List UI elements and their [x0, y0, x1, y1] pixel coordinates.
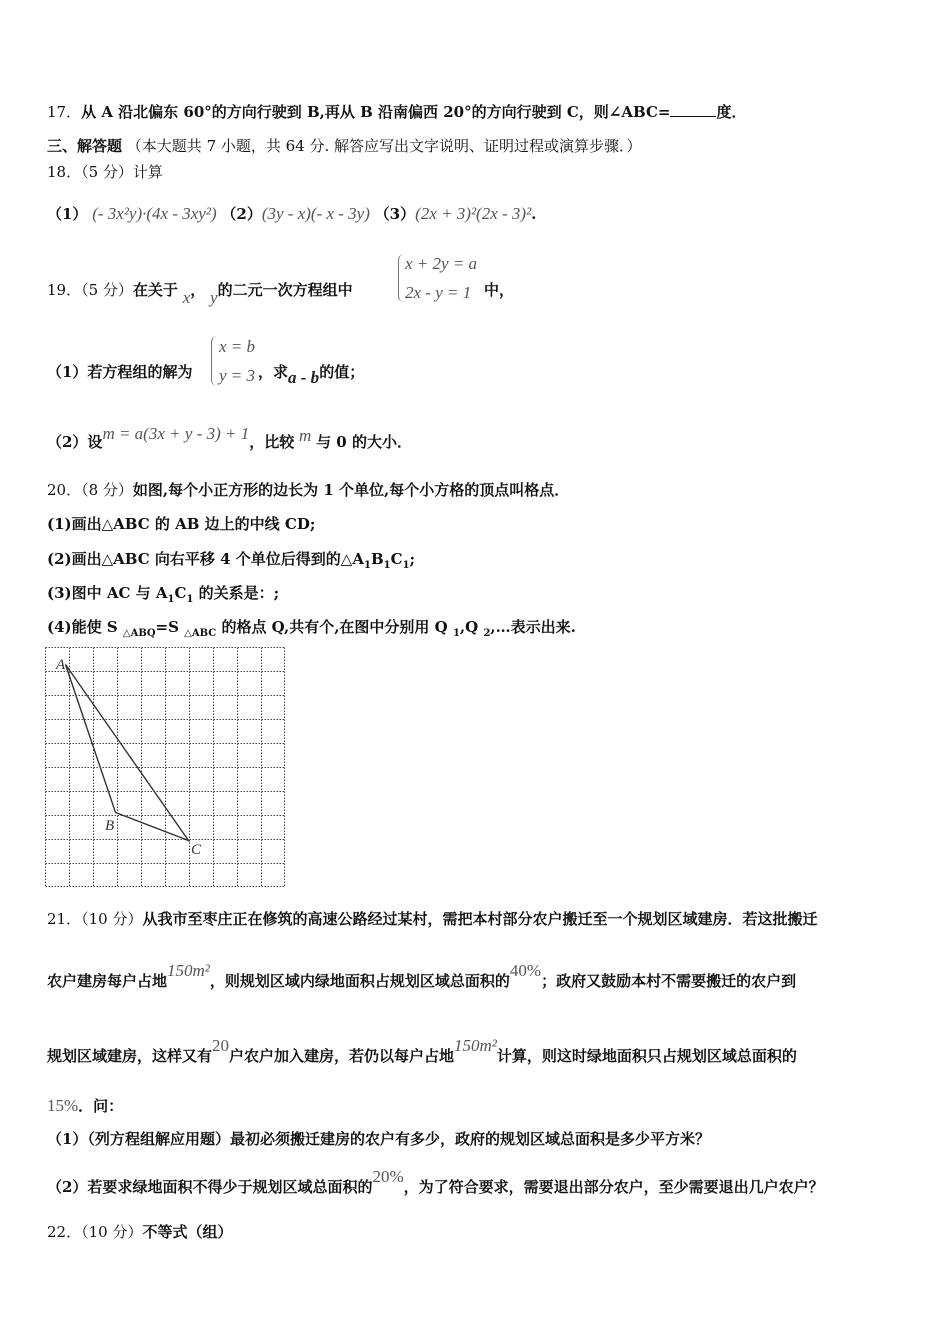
- question-18-parts: [47, 204, 536, 224]
- q18-part2-expr: (3y - x)(- x - 3y): [261, 204, 370, 223]
- q21-line1: 从我市至枣庄正在修筑的高速公路经过某村，需把本村部分农户搬迁至一个规划区域建房．若这批搬迁: [142, 910, 818, 928]
- q19-sep: ，: [190, 281, 206, 299]
- q18-number: 18．: [47, 163, 82, 181]
- q21-part1: （1）（列方程组解应用题）最初必须搬迁建房的农户有多少，政府的规划区域总面积是多少平方米？: [47, 1130, 710, 1148]
- q20-sub4-sub1: △ABQ: [122, 628, 156, 639]
- q19-eq1: x + 2y = a: [405, 254, 478, 273]
- q20-sub2-text-b: B: [370, 550, 384, 568]
- q19-solution-brace: [211, 336, 218, 386]
- q19-var-y: y: [210, 288, 218, 307]
- q20-sub2-sub2: 1: [383, 560, 391, 571]
- section-3-note: （本大题共 7 小题，共 64 分. 解答应写出文字说明、证明过程或演算步骤．）: [126, 137, 642, 155]
- q20-sub3-text-a: (3)图中 AC 与 A: [47, 584, 168, 602]
- q21-line3-a: 规划区域建房，这样又有: [47, 1047, 213, 1065]
- question-17: [47, 102, 746, 122]
- q19-stem-b: 的二元一次方程组中: [217, 281, 353, 299]
- q20-sub2-sub1: 1: [363, 560, 371, 571]
- q22-number: 22．: [47, 1223, 82, 1241]
- grid-lines: [46, 648, 285, 887]
- q18-stem: 计算: [132, 163, 163, 181]
- q21-pct20: 20%: [372, 1167, 404, 1186]
- q18-part1-expr: (- 3x²y)·(4x - 3xy²): [92, 204, 217, 223]
- q19-stem-a: 在关于: [132, 281, 178, 299]
- q21-line2-b: ，则规划区域内绿地面积占规划区域总面积的: [209, 972, 510, 990]
- q20-sub4-text-a: (4)能使 S: [47, 618, 123, 636]
- q19-score: （5 分）: [81, 281, 133, 299]
- q19-part2: [47, 424, 412, 452]
- grid-svg: [45, 647, 285, 887]
- question-20-stem: [47, 480, 569, 500]
- question-21-line4: [47, 1096, 123, 1116]
- q19-part1-label: （1）若方程组的解为: [47, 363, 193, 381]
- q21-part2-b: ，为了符合要求，需要退出部分农户，至少需要退出几户农户？: [403, 1178, 824, 1196]
- q20-sub4-sub4: 2: [483, 628, 491, 639]
- q17-answer-blank: [670, 102, 716, 117]
- q19-part1-mid: ，求: [258, 363, 289, 381]
- q19-part2-mid: ，比较: [249, 433, 295, 451]
- q20-sub3-text-c: 的关系是：;: [193, 584, 280, 602]
- q17-text-end: 度．: [716, 103, 747, 121]
- q19-stem-end: 中，: [484, 281, 515, 299]
- q21-pct15: 15%: [47, 1096, 79, 1115]
- q18-part1-label: （1）: [47, 205, 88, 223]
- q20-number: 20．: [47, 481, 82, 499]
- q19-system-brace: [398, 254, 405, 302]
- q17-text: 从 A 沿北偏东 60°的方向行驶到 B,再从 B 沿南偏西 20°的方向行驶到 C，则∠ABC=: [81, 103, 671, 121]
- q21-score: （10 分）: [81, 910, 143, 928]
- q20-sub4-text-c: 的格点 Q,共有个,在图中分别用 Q: [216, 618, 453, 636]
- triangle-abc: [66, 665, 189, 841]
- q19-part2-end: 与 0 的大小．: [316, 433, 412, 451]
- q20-sub4-text-b: =S: [155, 618, 185, 636]
- q21-area2: 150m²: [454, 1036, 497, 1055]
- q20-sub3-text-b: C: [174, 584, 187, 602]
- q19-part1-expr: a - b: [288, 368, 320, 387]
- q20-sub2-sub3: 1: [402, 560, 410, 571]
- q18-part3-label: （3）: [374, 205, 416, 223]
- q19-var-x: x: [182, 288, 191, 307]
- section-3-header: [47, 136, 642, 156]
- q18-part2-label: （2）: [221, 205, 262, 223]
- q20-sub1: (1)画出△ABC 的 AB 边上的中线 CD;: [47, 515, 316, 533]
- q21-number: 21．: [47, 910, 82, 928]
- q20-sub3: [47, 583, 279, 610]
- q20-sub2: [47, 549, 415, 576]
- q20-sub4: [47, 617, 576, 644]
- vertex-label-a: A: [56, 657, 66, 673]
- q18-score: （5 分）: [81, 163, 133, 181]
- q18-end: .: [531, 205, 537, 223]
- q21-part2-a: （2）若要求绿地面积不得少于规划区域总面积的: [47, 1178, 373, 1196]
- q18-part3-expr: (2x + 3)²(2x - 3)²: [415, 204, 532, 223]
- q20-score: （8 分）: [81, 481, 133, 499]
- q21-line4: ．问：: [78, 1097, 124, 1115]
- q20-sub3-sub1: 1: [167, 594, 175, 605]
- q17-number: 17．: [47, 103, 82, 121]
- q21-n20: 20: [212, 1036, 230, 1055]
- q19-part2-var: m: [299, 426, 312, 445]
- q19-part2-label: （2）设: [47, 433, 103, 451]
- question-22: [47, 1222, 232, 1242]
- vertex-label-c: C: [191, 842, 202, 858]
- q21-area: 150m²: [167, 961, 210, 980]
- grid-figure: [45, 647, 285, 887]
- question-21-line3: [47, 1036, 797, 1066]
- question-19-stem: [47, 280, 353, 307]
- q21-line3-c: 计算，则这时绿地面积只占规划区域总面积的: [496, 1047, 797, 1065]
- q20-sub2-text-a: (2)画出△ABC 向右平移 4 个单位后得到的△A: [47, 550, 364, 568]
- q19-eq2: 2x - y = 1: [405, 283, 472, 302]
- q20-sub4-text-e: ,…表示出来.: [490, 618, 576, 636]
- q20-stem: 如图,每个小正方形的边长为 1 个单位,每个小方格的顶点叫格点．: [132, 481, 570, 499]
- q20-sub4-sub2: △ABC: [184, 628, 217, 639]
- question-21-line1: [47, 909, 817, 929]
- q20-sub3-sub2: 1: [186, 594, 194, 605]
- q19-number: 19．: [47, 281, 82, 299]
- vertex-label-b: B: [105, 818, 115, 834]
- q20-sub4-text-d: ,Q: [459, 618, 484, 636]
- q21-part2: [47, 1167, 824, 1197]
- q21-line2-c: ；政府又鼓励本村不需要搬迁的农户到: [541, 972, 797, 990]
- q19-sol2: y = 3: [219, 366, 256, 385]
- question-18-stem: [47, 162, 163, 182]
- section-3-title: 三、解答题: [47, 137, 123, 155]
- q20-sub4-sub3: 1: [452, 628, 460, 639]
- q19-sol1: x = b: [219, 337, 256, 356]
- q21-line3-b: 户农户加入建房，若仍以每户占地: [229, 1047, 455, 1065]
- q20-sub2-text-c: C: [390, 550, 403, 568]
- q22-score: （10 分）: [81, 1223, 143, 1241]
- question-21-line2: [47, 961, 797, 991]
- q22-stem: 不等式（组）: [142, 1223, 233, 1241]
- q19-part1-rest: [258, 362, 365, 387]
- q19-part2-expr: m = a(3x + y - 3) + 1: [102, 424, 250, 443]
- q20-sub2-text-d: ;: [409, 550, 416, 568]
- q19-part1-end: 的值；: [319, 363, 365, 381]
- q21-pct40: 40%: [509, 961, 542, 980]
- q21-line2-a: 农户建房每户占地: [47, 972, 168, 990]
